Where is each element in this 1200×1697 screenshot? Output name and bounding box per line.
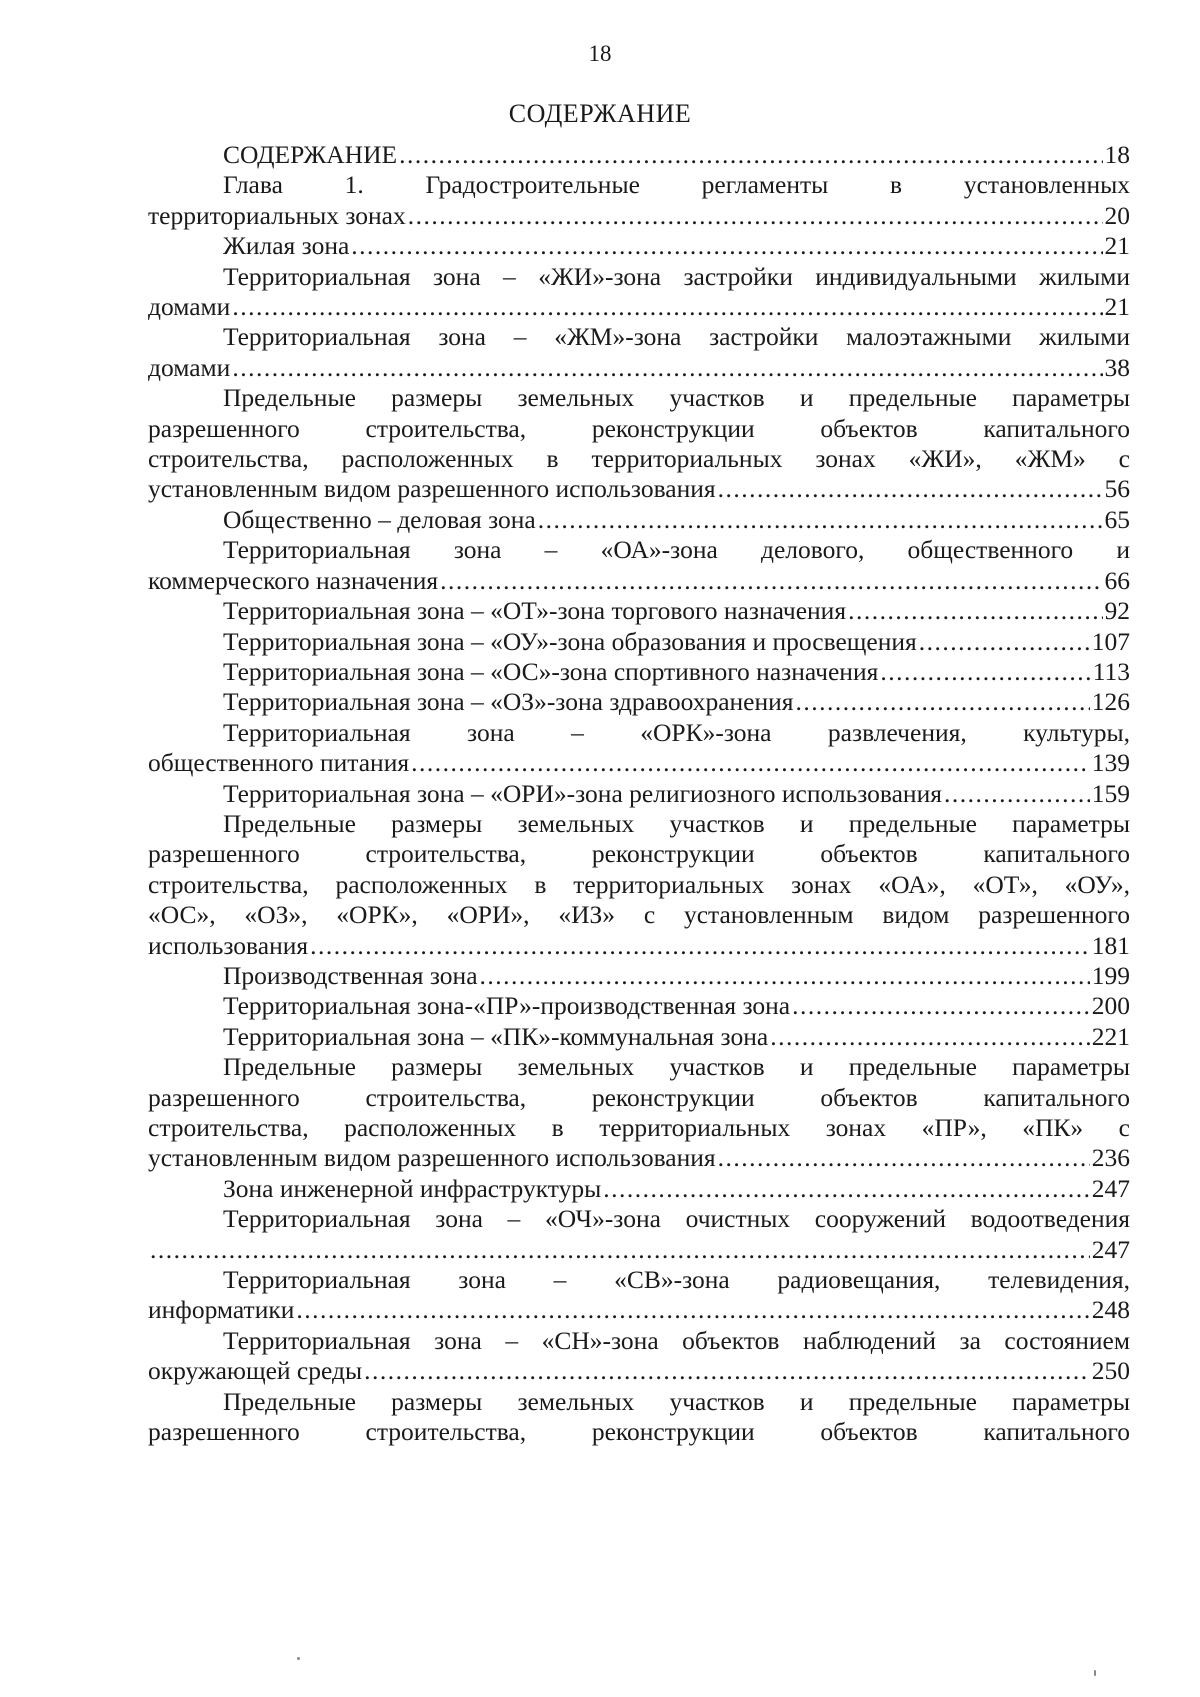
- toc-entry: [148, 596, 1130, 626]
- toc-entry: [148, 1326, 1130, 1387]
- toc-entry-line: [148, 201, 1130, 231]
- toc-entry-text-line: Территориальная зона – «СВ»-зона радиовещания, телевидения,: [223, 1265, 1130, 1295]
- toc-entry-title: Производственная зона: [223, 960, 478, 990]
- dot-leader: [796, 687, 1090, 717]
- toc-entry: [148, 718, 1130, 779]
- dot-leader: [718, 1143, 1090, 1173]
- toc-entry-line: [148, 474, 1130, 504]
- toc-page-number: 21: [1104, 231, 1130, 261]
- dot-leader: [792, 991, 1090, 1021]
- toc-entry-line: [148, 231, 1130, 261]
- scan-speck: [1094, 1670, 1096, 1676]
- toc-entry-title: Жилая зона: [223, 231, 350, 261]
- toc-entry-text-line: Территориальная зона – «СН»-зона объектов наблюдений за состоянием: [223, 1325, 1130, 1355]
- toc-entry-line: [148, 687, 1130, 717]
- dot-leader: [848, 596, 1102, 626]
- toc-entry-line: [148, 353, 1130, 383]
- toc-entry-line: [148, 292, 1130, 322]
- toc-entry-text-line: Предельные размеры земельных участков и предельные параметры: [223, 808, 1130, 838]
- toc-entry-text-line: «ОС», «ОЗ», «ОРК», «ОРИ», «ИЗ» с установленным видом разрешенного: [148, 900, 1130, 930]
- toc-page-number: 107: [1091, 626, 1130, 656]
- toc-entry-line: [148, 1174, 1130, 1204]
- toc-page-number: 221: [1091, 1021, 1130, 1051]
- toc-entry: [148, 262, 1130, 323]
- toc-entry-line: [148, 991, 1130, 1021]
- toc-entry: [148, 809, 1130, 961]
- toc-entry: [148, 535, 1130, 596]
- toc-entry: [148, 1052, 1130, 1174]
- toc-entry-text-line: Территориальная зона – «ЖИ»-зона застройки индивидуальными жилыми: [223, 261, 1130, 291]
- toc-page-number: 65: [1104, 504, 1130, 534]
- toc-entry: [148, 322, 1130, 383]
- toc-entry: [148, 627, 1130, 657]
- toc-page-number: 21: [1104, 292, 1130, 322]
- toc-entry-title: домами: [148, 292, 231, 322]
- table-of-contents: [148, 140, 1130, 1447]
- toc-entry-line: [148, 566, 1130, 596]
- toc-entry-title: Зона инженерной инфраструктуры: [223, 1173, 602, 1203]
- toc-page-number: 250: [1091, 1356, 1130, 1386]
- toc-page-number: 56: [1104, 474, 1130, 504]
- toc-page-number: 159: [1091, 778, 1130, 808]
- toc-entry-title: коммерческого назначения: [148, 565, 439, 595]
- toc-entry-text-line: Территориальная зона – «ОЧ»-зона очистных сооружений водоотведения: [223, 1204, 1130, 1234]
- dot-leader: [399, 140, 1102, 170]
- toc-entry-title: Территориальная зона – «ПК»-коммунальная зона: [223, 1021, 769, 1051]
- toc-entry-text-line: Территориальная зона – «ОА»-зона делового, общественного и: [223, 535, 1130, 565]
- dot-leader: [880, 657, 1090, 687]
- dot-leader: [364, 1356, 1090, 1386]
- toc-entry: [148, 170, 1130, 231]
- toc-page-number: 236: [1091, 1143, 1130, 1173]
- toc-entry-text-line: разрешенного строительства, реконструкции объектов капитального: [148, 1082, 1130, 1112]
- toc-entry-title: СОДЕРЖАНИЕ: [223, 140, 398, 169]
- toc-entry: [148, 1204, 1130, 1265]
- toc-page-number: 126: [1091, 687, 1130, 717]
- toc-entry-line: [148, 140, 1130, 170]
- dot-leader: [480, 961, 1090, 991]
- toc-page-number: 18: [1104, 140, 1130, 169]
- dot-leader: [440, 566, 1102, 596]
- toc-entry-text-line: строительства, расположенных в территориальных зонах «ЖИ», «ЖМ» с: [148, 444, 1130, 474]
- toc-entry-text-line: Предельные размеры земельных участков и предельные параметры: [223, 1052, 1130, 1082]
- toc-page-number: 199: [1091, 960, 1130, 990]
- toc-entry-title: установленным видом разрешенного использования: [148, 1143, 716, 1173]
- toc-entry-text-line: разрешенного строительства, реконструкции объектов капитального: [148, 413, 1130, 443]
- dot-leader: [232, 292, 1102, 322]
- toc-entry: [148, 961, 1130, 991]
- toc-entry: [148, 779, 1130, 809]
- toc-entry-title: домами: [148, 352, 231, 382]
- toc-entry-title: установленным видом разрешенного использования: [148, 474, 716, 504]
- toc-page-number: 247: [1091, 1234, 1130, 1264]
- toc-entry-title: информатики: [148, 1295, 295, 1325]
- toc-entry-text-line: строительства, расположенных в территориальных зонах «ОА», «ОТ», «ОУ»,: [148, 869, 1130, 899]
- toc-entry: [148, 231, 1130, 261]
- toc-entry-line: [148, 931, 1130, 961]
- toc-entry-continued: [148, 1387, 1130, 1448]
- toc-entry-text-line: Предельные размеры земельных участков и предельные параметры: [223, 383, 1130, 413]
- page-number: 18: [588, 41, 612, 66]
- dot-leader: [603, 1174, 1090, 1204]
- dot-leader: [232, 353, 1102, 383]
- toc-page-number: 66: [1104, 565, 1130, 595]
- toc-entry-line: [148, 748, 1130, 778]
- toc-page-number: 20: [1104, 200, 1130, 230]
- toc-entry-title: Общественно – деловая зона: [223, 504, 536, 534]
- toc-entry-title: Территориальная зона – «ОТ»-зона торгового назначения: [223, 596, 847, 626]
- toc-entry: [148, 1265, 1130, 1326]
- toc-entry-title: окружающей среды: [148, 1356, 363, 1386]
- toc-page-number: 139: [1091, 748, 1130, 778]
- toc-entry-text-line: строительства, расположенных в территориальных зонах «ПР», «ПК» с: [148, 1113, 1130, 1142]
- toc-entry-line: [148, 1022, 1130, 1052]
- dot-leader: [718, 474, 1103, 504]
- toc-entry: [148, 687, 1130, 717]
- toc-entry-title: общественного питания: [148, 748, 410, 778]
- dot-leader: [150, 1235, 1090, 1265]
- toc-entry-line: [148, 627, 1130, 657]
- toc-entry-title: Территориальная зона – «ОС»-зона спортивного назначения: [223, 656, 879, 686]
- dot-leader: [944, 779, 1090, 809]
- toc-entry-line: [148, 779, 1130, 809]
- toc-entry-title: Территориальная зона – «ОРИ»-зона религиозного использования: [223, 778, 942, 808]
- toc-entry: [148, 383, 1130, 505]
- toc-entry-text-line: Территориальная зона – «ЖМ»-зона застройки малоэтажными жилыми: [223, 322, 1130, 352]
- dot-leader: [411, 748, 1090, 778]
- toc-entry-line: [148, 1295, 1130, 1325]
- toc-page-number: 92: [1104, 596, 1130, 626]
- toc-entry-line: [148, 505, 1130, 535]
- toc-entry: [148, 1022, 1130, 1052]
- toc-page-number: 200: [1091, 991, 1130, 1021]
- dot-leader: [310, 931, 1090, 961]
- toc-entry-line: [148, 1356, 1130, 1386]
- dot-leader: [770, 1022, 1090, 1052]
- toc-entry-text-line: Предельные размеры земельных участков и предельные параметры: [223, 1386, 1130, 1416]
- dot-leader: [351, 231, 1102, 261]
- dot-leader: [296, 1295, 1089, 1325]
- dot-leader: [538, 505, 1103, 535]
- toc-entry-title: использования: [148, 930, 309, 960]
- toc-entry-title: Территориальная зона-«ПР»-производственная зона: [223, 991, 791, 1021]
- toc-entry-text-line: Территориальная зона – «ОРК»-зона развлечения, культуры,: [223, 717, 1130, 747]
- toc-entry-text-line: разрешенного строительства, реконструкции объектов капитального: [148, 1417, 1130, 1447]
- toc-page-number: 181: [1091, 930, 1130, 960]
- dot-leader: [408, 201, 1103, 231]
- toc-entry-line: [148, 596, 1130, 626]
- document-title: СОДЕРЖАНИЕ: [508, 99, 692, 128]
- toc-page-number: 248: [1091, 1295, 1130, 1325]
- toc-entry-line: [148, 657, 1130, 687]
- toc-page-number: 38: [1104, 352, 1130, 382]
- dot-leader: [919, 627, 1090, 657]
- toc-entry-text-line: Глава 1. Градостроительные регламенты в установленных: [223, 170, 1130, 200]
- toc-entry-title: Территориальная зона – «ОУ»-зона образования и просвещения: [223, 626, 917, 656]
- toc-entry: [148, 991, 1130, 1021]
- toc-entry: [148, 505, 1130, 535]
- toc-page-number: 113: [1092, 656, 1130, 686]
- toc-entry-line: [148, 961, 1130, 991]
- toc-entry: [148, 657, 1130, 687]
- toc-entry-line: [148, 1235, 1130, 1265]
- toc-page-number: 247: [1091, 1173, 1130, 1203]
- scan-speck: [297, 1657, 300, 1660]
- toc-entry: [148, 1174, 1130, 1204]
- toc-entry-title: Территориальная зона – «ОЗ»-зона здравоохранения: [223, 687, 794, 717]
- toc-entry-title: территориальных зонах: [148, 200, 406, 230]
- toc-entry-line: [148, 1143, 1130, 1173]
- toc-entry-text-line: разрешенного строительства, реконструкции объектов капитального: [148, 839, 1130, 869]
- toc-entry: [148, 140, 1130, 170]
